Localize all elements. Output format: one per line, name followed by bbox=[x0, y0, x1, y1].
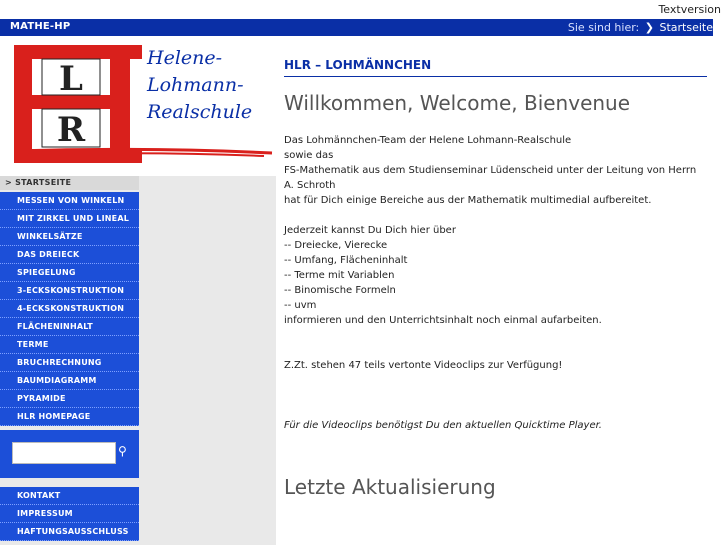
chevron-right-icon: > bbox=[5, 178, 13, 187]
main-content bbox=[284, 58, 707, 499]
nav-item-4-eckskonstruktion[interactable]: 4-ECKSKONSTRUKTION bbox=[0, 300, 139, 318]
site-brand[interactable]: MATHE-HP bbox=[10, 21, 71, 32]
intro-text bbox=[284, 133, 707, 208]
nav-item-messen-von-winkeln[interactable]: MESSEN VON WINKELN bbox=[0, 192, 139, 210]
topic-item: -- uvm bbox=[284, 300, 317, 311]
topic-item: -- Binomische Formeln bbox=[284, 285, 396, 296]
logo-line1: Helene- bbox=[147, 47, 223, 69]
nav-bottom bbox=[0, 487, 139, 541]
logo-text bbox=[147, 45, 252, 126]
logo-line3: Realschule bbox=[147, 101, 253, 123]
logo-letter-r: R bbox=[56, 110, 86, 150]
breadcrumb-current[interactable]: Startseite bbox=[659, 21, 713, 34]
nav-item-das-dreieck[interactable]: DAS DREIECK bbox=[0, 246, 139, 264]
topic-item: -- Terme mit Variablen bbox=[284, 270, 395, 281]
nav-item-baumdiagramm[interactable]: BAUMDIAGRAMM bbox=[0, 372, 139, 390]
nav-list bbox=[0, 192, 139, 426]
search-icon[interactable]: ⚲ bbox=[118, 444, 127, 458]
nav-item-3-eckskonstruktion[interactable]: 3-ECKSKONSTRUKTION bbox=[0, 282, 139, 300]
section-heading-update: Letzte Aktualisierung bbox=[284, 475, 496, 499]
nav-item-hlr-homepage[interactable]: HLR HOMEPAGE bbox=[0, 408, 139, 426]
intro-line: Das Lohmännchen-Team der Helene Lohmann-Realschule bbox=[284, 135, 572, 146]
section-title: HLR – LOHMÄNNCHEN bbox=[284, 58, 707, 77]
nav-item-winkelsaetze[interactable]: WINKELSÄTZE bbox=[0, 228, 139, 246]
nav-item-terme[interactable]: TERME bbox=[0, 336, 139, 354]
nav-item-pyramide[interactable]: PYRAMIDE bbox=[0, 390, 139, 408]
nav-item-flaecheninhalt[interactable]: FLÄCHENINHALT bbox=[0, 318, 139, 336]
topics-outro: informieren und den Unterrichtsinhalt noch einmal aufarbeiten. bbox=[284, 315, 602, 326]
intro-line: sowie das bbox=[284, 150, 334, 161]
nav-item-startseite[interactable] bbox=[0, 176, 139, 190]
topic-item: -- Umfang, Flächeninhalt bbox=[284, 255, 408, 266]
nav-item-mit-zirkel-und-lineal[interactable]: MIT ZIRKEL UND LINEAL bbox=[0, 210, 139, 228]
nav-item-kontakt[interactable]: KONTAKT bbox=[0, 487, 139, 505]
chevron-right-icon: ❯ bbox=[644, 21, 654, 34]
sidebar bbox=[0, 176, 276, 545]
breadcrumb-label: Sie sind hier: bbox=[567, 21, 640, 34]
intro-line: hat für Dich einige Bereiche aus der Mathematik multimedial aufbereitet. bbox=[284, 195, 652, 206]
video-count-text: Z.Zt. stehen 47 teils vertonte Videoclips zur Verfügung! bbox=[284, 360, 563, 371]
school-logo[interactable] bbox=[14, 45, 274, 170]
page-title: Willkommen, Welcome, Bienvenue bbox=[284, 91, 631, 115]
logo-swoosh-icon bbox=[14, 145, 274, 157]
breadcrumb bbox=[568, 21, 713, 34]
header-bar bbox=[0, 19, 713, 36]
intro-line: FS-Mathematik aus dem Studienseminar Lüdenscheid unter der Leitung von Herrn A. Schroth bbox=[284, 165, 697, 191]
nav-item-haftungsausschluss[interactable]: HAFTUNGSAUSSCHLUSS bbox=[0, 523, 139, 541]
nav-item-impressum[interactable]: IMPRESSUM bbox=[0, 505, 139, 523]
quicktime-note: Für die Videoclips benötigst Du den aktuellen Quicktime Player. bbox=[284, 420, 602, 431]
top-line bbox=[0, 0, 727, 18]
nav-item-bruchrechnung[interactable]: BRUCHRECHNUNG bbox=[0, 354, 139, 372]
nav-item-label: STARTSEITE bbox=[15, 178, 72, 187]
logo-line2: Lohmann- bbox=[147, 74, 244, 96]
search-input[interactable] bbox=[12, 442, 116, 464]
logo-letter-l: L bbox=[59, 59, 83, 99]
topics-intro: Jederzeit kannst Du Dich hier über bbox=[284, 225, 456, 236]
topics-text bbox=[284, 223, 707, 328]
nav-item-spiegelung[interactable]: SPIEGELUNG bbox=[0, 264, 139, 282]
textversion-link[interactable]: Textversion bbox=[658, 3, 721, 16]
topic-item: -- Dreiecke, Vierecke bbox=[284, 240, 388, 251]
search-box bbox=[0, 430, 139, 478]
